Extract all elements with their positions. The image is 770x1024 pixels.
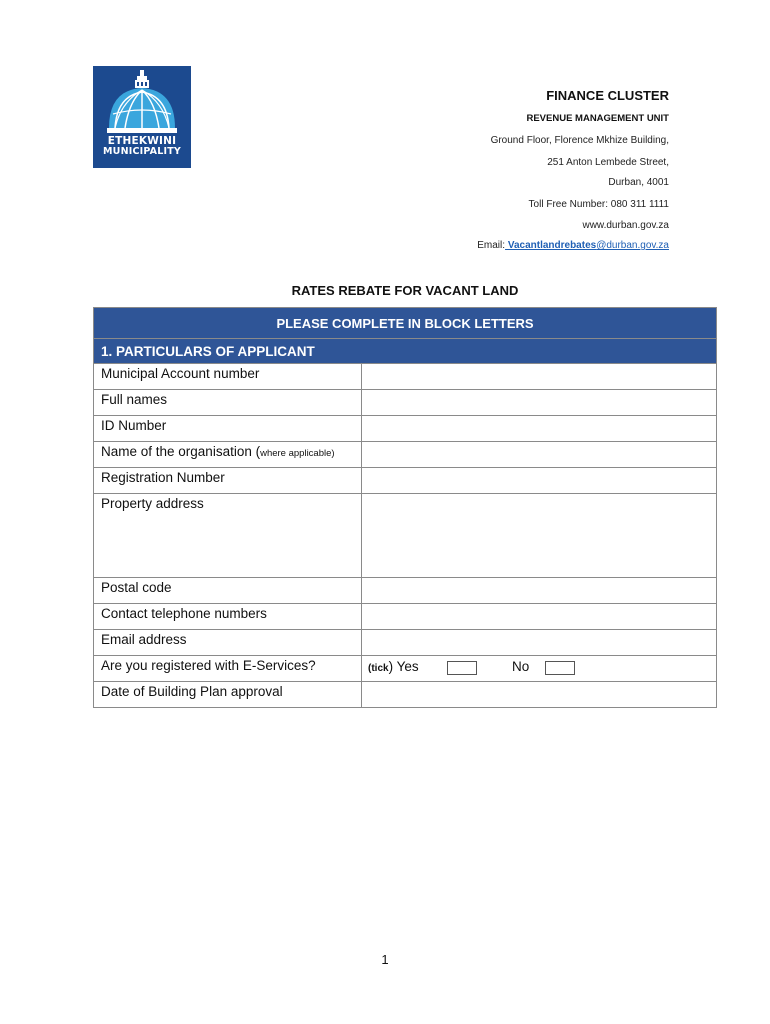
logo-line2: MUNICIPALITY (103, 146, 181, 157)
id-number-field[interactable] (362, 416, 717, 442)
page-number: 1 (381, 952, 389, 967)
field-label: Contact telephone numbers (94, 604, 362, 630)
organisation-name-field[interactable] (362, 442, 717, 468)
no-checkbox[interactable] (545, 661, 575, 675)
property-address-field[interactable] (362, 494, 717, 578)
address-line-3: Durban, 4001 (608, 177, 669, 188)
field-label: Property address (94, 494, 362, 578)
section-heading-applicant: 1. PARTICULARS OF APPLICANT (94, 339, 717, 364)
municipality-logo (93, 66, 191, 168)
table-row (94, 442, 717, 468)
table-row (94, 416, 717, 442)
field-label: Municipal Account number (94, 364, 362, 390)
field-label: Email address (94, 630, 362, 656)
eservices-choice (362, 656, 717, 682)
field-label: Postal code (94, 578, 362, 604)
email-label: Email: (477, 240, 506, 251)
table-row (94, 630, 717, 656)
telephone-field[interactable] (362, 604, 717, 630)
applicant-form-table (93, 307, 717, 708)
tick-yes-label: (tick) Yes (368, 659, 419, 674)
table-row (94, 494, 717, 578)
table-row (94, 604, 717, 630)
toll-free-number: Toll Free Number: 080 311 1111 (528, 199, 669, 210)
field-label: Date of Building Plan approval (94, 682, 362, 708)
address-line-1: Ground Floor, Florence Mkhize Building, (490, 135, 669, 146)
table-row (94, 390, 717, 416)
postal-code-field[interactable] (362, 578, 717, 604)
website: www.durban.gov.za (582, 220, 669, 231)
field-label: Full names (94, 390, 362, 416)
table-row (94, 578, 717, 604)
form-title: RATES REBATE FOR VACANT LAND (291, 283, 519, 298)
table-row (94, 656, 717, 682)
header-title: FINANCE CLUSTER (546, 88, 669, 103)
full-names-field[interactable] (362, 390, 717, 416)
no-label: No (512, 659, 530, 674)
table-row (94, 364, 717, 390)
field-label: Name of the organisation (where applicable) (94, 442, 362, 468)
field-label: Registration Number (94, 468, 362, 494)
field-label: Are you registered with E-Services? (94, 656, 362, 682)
email-line (477, 240, 669, 251)
address-line-2: 251 Anton Lembede Street, (547, 157, 669, 168)
building-plan-date-field[interactable] (362, 682, 717, 708)
yes-checkbox[interactable] (447, 661, 477, 675)
header-subtitle: REVENUE MANAGEMENT UNIT (526, 113, 669, 124)
account-number-field[interactable] (362, 364, 717, 390)
email-link[interactable]: Vacantlandrebates@durban.gov.za (505, 240, 669, 251)
table-row (94, 682, 717, 708)
registration-number-field[interactable] (362, 468, 717, 494)
table-row (94, 468, 717, 494)
field-label: ID Number (94, 416, 362, 442)
email-address-field[interactable] (362, 630, 717, 656)
logo-line1: ETHEKWINI (107, 135, 177, 147)
block-letters-banner: PLEASE COMPLETE IN BLOCK LETTERS (94, 308, 717, 339)
